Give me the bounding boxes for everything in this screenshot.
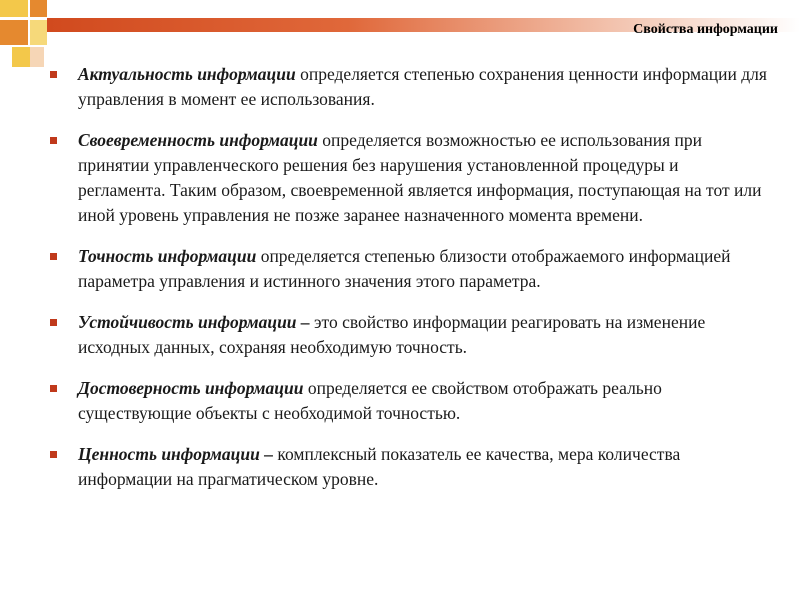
item-term: Устойчивость информации –: [78, 312, 310, 332]
bullet-square-icon: [50, 385, 57, 392]
bullet-square-icon: [50, 253, 57, 260]
list-item: [50, 376, 770, 426]
item-text: комплексный показатель ее качества, мера количества информации на прагматическом уровне.: [78, 444, 681, 489]
bullet-square-icon: [50, 71, 57, 78]
list-item: [50, 244, 770, 294]
list-item: [50, 442, 770, 492]
decor-square: [0, 20, 28, 45]
list-item: [50, 128, 770, 228]
bullet-square-icon: [50, 137, 57, 144]
decor-square: [12, 47, 30, 67]
slide-title: Свойства информации: [633, 22, 778, 37]
decor-square: [30, 0, 47, 17]
item-text: определяется степенью сохранения ценности информации для управления в момент ее использования.: [78, 64, 767, 109]
item-text: определяется степенью близости отображаемого информацией параметра управления и истинного значения этого параметра.: [78, 246, 731, 291]
item-term: Актуальность информации: [78, 64, 296, 84]
item-term: Ценность информации –: [78, 444, 273, 464]
item-text: определяется ее свойством отображать реально существующие объекты с необходимой точностью.: [78, 378, 662, 423]
item-term: Достоверность информации: [78, 378, 304, 398]
bullet-square-icon: [50, 319, 57, 326]
item-text: определяется возможностью ее использования при принятии управленческого решения без нарушения установленной процедуры и регламента. Таким образом, своевременной является информация, поступающая на тот или иной уровень управления не позже заранее назначенного момента времени.: [78, 130, 762, 225]
decor-square: [30, 47, 44, 67]
decor-square: [30, 20, 47, 45]
list-item: [50, 62, 770, 112]
item-term: Своевременность информации: [78, 130, 318, 150]
list-item: [50, 310, 770, 360]
bullet-square-icon: [50, 451, 57, 458]
bullet-list: [50, 62, 770, 508]
item-term: Точность информации: [78, 246, 257, 266]
decor-square: [0, 0, 28, 17]
item-text: это свойство информации реагировать на изменение исходных данных, сохраняя необходимую точность.: [78, 312, 706, 357]
